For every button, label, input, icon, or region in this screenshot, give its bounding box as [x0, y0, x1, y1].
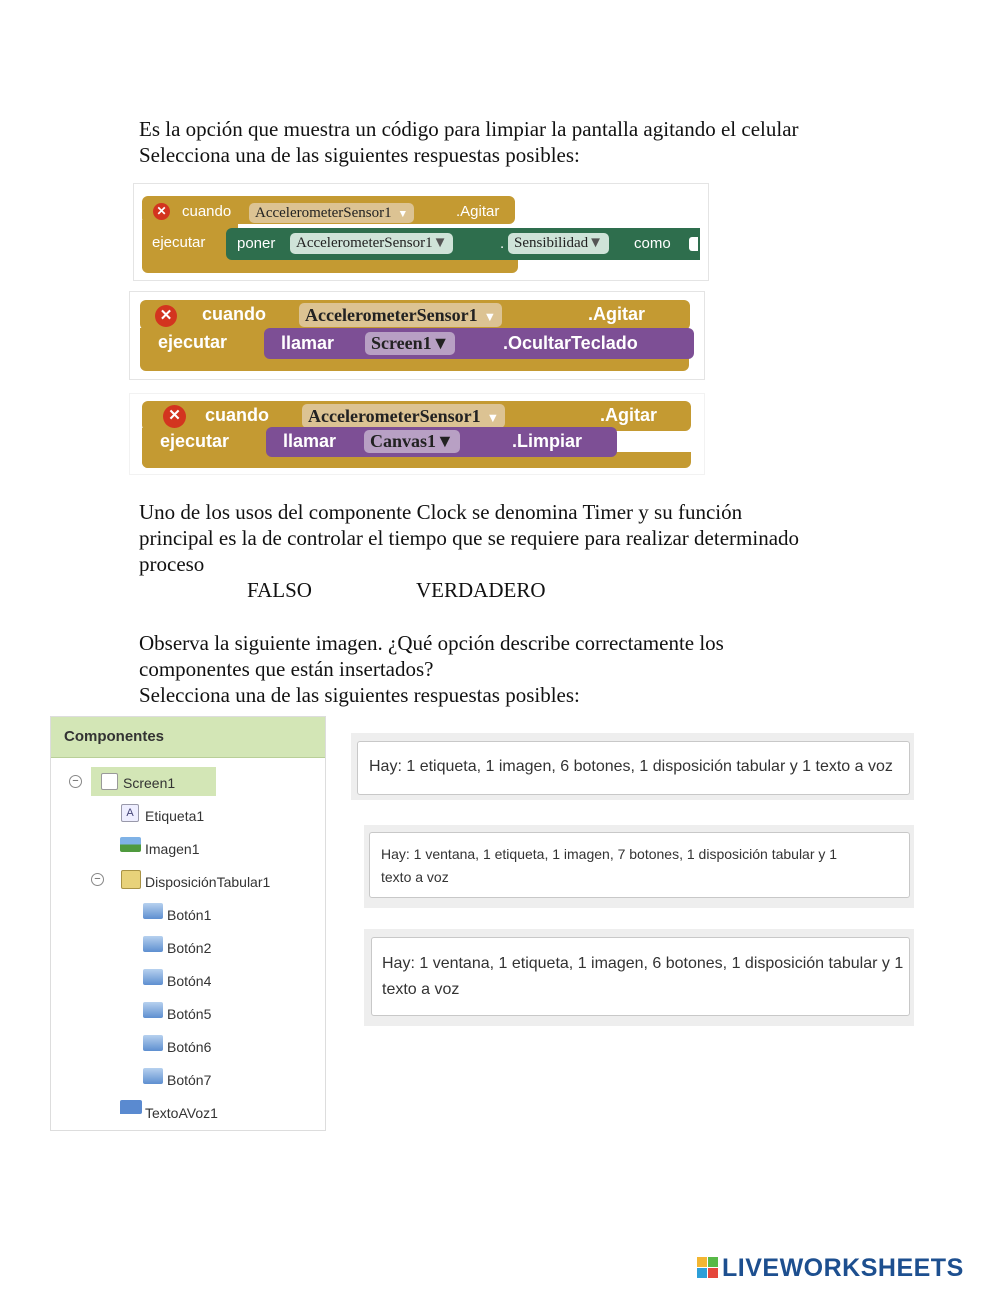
block-option-1[interactable]	[133, 183, 709, 281]
tree-item-disposiciontabular1[interactable]: DisposiciónTabular1	[145, 874, 271, 890]
method-label: .OcultarTeclado	[503, 333, 638, 353]
liveworksheets-logo: LIVEWORKSHEETS	[697, 1254, 964, 1283]
socket-icon	[689, 237, 698, 251]
call-label: llamar	[283, 431, 337, 451]
call-label: llamar	[281, 333, 335, 353]
answer-option-3-frame	[364, 929, 914, 1026]
answer-option-3-line2: texto a voz	[382, 981, 460, 998]
button-icon	[143, 1068, 163, 1084]
tree-item-boton5[interactable]: Botón5	[167, 1006, 212, 1022]
button-icon	[143, 1035, 163, 1051]
tree-item-boton6[interactable]: Botón6	[167, 1039, 212, 1055]
target-dropdown: Canvas1▼	[364, 430, 460, 453]
error-icon: ✕	[153, 203, 170, 220]
question2-line2: principal es la de controlar el tiempo que se requiere para realizar determinado	[139, 526, 800, 550]
answer-option-2-frame	[364, 825, 914, 908]
collapse-icon[interactable]: −	[91, 873, 104, 886]
answer-option-2[interactable]	[369, 832, 910, 898]
tree-item-etiqueta1[interactable]: Etiqueta1	[145, 808, 205, 824]
dot-label: .	[500, 235, 505, 252]
option-false[interactable]: FALSO	[247, 578, 312, 602]
label-icon: A	[121, 804, 139, 822]
option-true[interactable]: VERDADERO	[416, 578, 546, 602]
answer-option-1-text: Hay: 1 etiqueta, 1 imagen, 6 botones, 1 disposición tabular y 1 texto a voz	[369, 758, 893, 775]
error-icon: ✕	[155, 305, 177, 327]
image-icon	[120, 837, 141, 852]
tree-item-screen1[interactable]: Screen1	[123, 775, 176, 791]
tree-item-boton7[interactable]: Botón7	[167, 1072, 212, 1088]
event-label: .Agitar	[600, 405, 658, 425]
question2-line1: Uno de los usos del componente Clock se denomina Timer y su función	[139, 500, 743, 524]
speech-bubble-icon	[120, 1100, 142, 1114]
button-icon	[143, 969, 163, 985]
answer-option-2-line1: Hay: 1 ventana, 1 etiqueta, 1 imagen, 7 botones, 1 disposición tabular y 1	[381, 846, 838, 862]
question2-line3: proceso	[139, 552, 205, 576]
block-option-2[interactable]	[129, 291, 705, 380]
method-label: .Limpiar	[512, 431, 583, 451]
button-icon	[143, 903, 163, 919]
as-label: como	[634, 235, 671, 252]
question1-line1: Es la opción que muestra un código para limpiar la pantalla agitando el celular	[139, 117, 799, 141]
do-label: ejecutar	[152, 234, 206, 251]
tree-item-textoavoz1[interactable]: TextoAVoz1	[145, 1105, 218, 1121]
target-dropdown: AccelerometerSensor1▼	[290, 233, 453, 254]
error-icon: ✕	[163, 405, 186, 428]
sensor-dropdown: AccelerometerSensor1 ▼	[302, 404, 505, 428]
tree-item-imagen1[interactable]: Imagen1	[145, 841, 200, 857]
block-option-3[interactable]	[129, 393, 705, 475]
answer-option-2-line2: texto a voz	[381, 869, 449, 885]
tree-item-boton1[interactable]: Botón1	[167, 907, 212, 923]
when-label: cuando	[205, 405, 270, 425]
target-dropdown: Screen1▼	[365, 332, 455, 355]
components-panel	[50, 716, 326, 1131]
event-label: .Agitar	[588, 304, 646, 324]
question3-line2: componentes que están insertados?	[139, 657, 434, 681]
answer-option-3[interactable]	[371, 937, 910, 1016]
do-label: ejecutar	[158, 332, 228, 352]
screen-icon	[101, 773, 118, 790]
when-label: cuando	[202, 304, 267, 324]
answer-option-1-frame	[351, 733, 914, 800]
button-icon	[143, 936, 163, 952]
tree-item-boton2[interactable]: Botón2	[167, 940, 212, 956]
components-header: Componentes	[51, 717, 325, 758]
question3-line1: Observa la siguiente imagen. ¿Qué opción describe correctamente los	[139, 631, 724, 655]
set-label: poner	[237, 235, 276, 252]
property-dropdown: Sensibilidad▼	[508, 233, 609, 254]
logo-icon	[697, 1257, 719, 1279]
question3-line3: Selecciona una de las siguientes respuestas posibles:	[139, 683, 580, 707]
question1-line2: Selecciona una de las siguientes respuestas posibles:	[139, 143, 580, 167]
sensor-dropdown: AccelerometerSensor1 ▼	[249, 203, 414, 223]
answer-option-1[interactable]	[357, 741, 910, 795]
collapse-icon[interactable]: −	[69, 775, 82, 788]
answer-option-3-line1: Hay: 1 ventana, 1 etiqueta, 1 imagen, 6 botones, 1 disposición tabular y 1	[382, 955, 904, 972]
do-label: ejecutar	[160, 431, 230, 451]
sensor-dropdown: AccelerometerSensor1 ▼	[299, 303, 502, 327]
table-arrangement-icon	[121, 870, 141, 889]
tree-item-boton4[interactable]: Botón4	[167, 973, 212, 989]
event-label: .Agitar	[456, 203, 500, 220]
when-label: cuando	[182, 203, 232, 220]
button-icon	[143, 1002, 163, 1018]
